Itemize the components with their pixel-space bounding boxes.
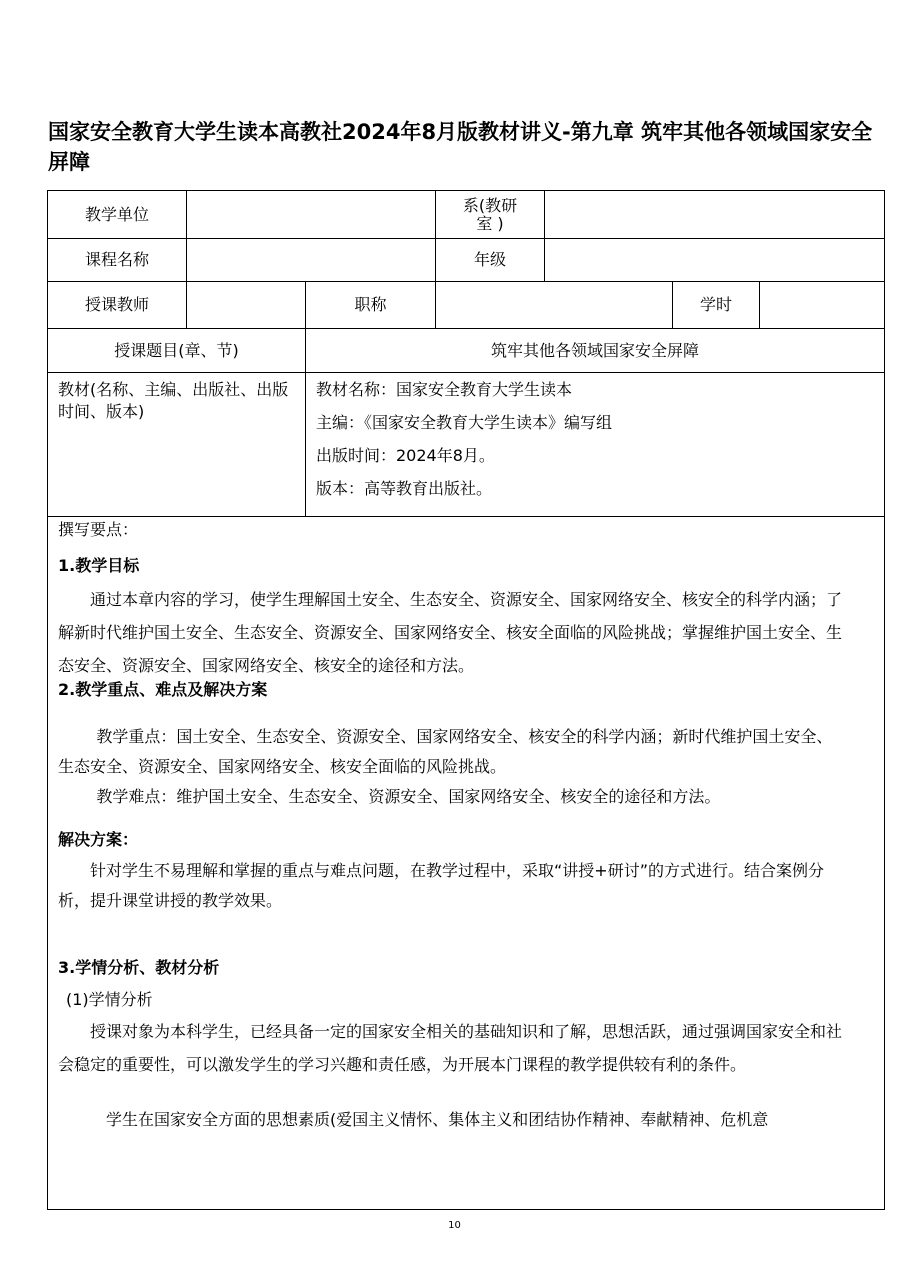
department-label: 系(教研室 ) <box>436 191 545 239</box>
solution-text: 针对学生不易理解和掌握的重点与难点问题，在教学过程中，采取“讲授+研讨”的方式进行。结合案例分析，提升课堂讲授的教学效果。 <box>58 861 824 910</box>
teacher-value <box>187 282 306 329</box>
textbook-editor: 主编：《国家安全教育大学生读本》编写组 <box>316 413 613 432</box>
teaching-unit-label: 教学单位 <box>48 191 187 239</box>
rank-value <box>436 282 673 329</box>
teacher-label: 授课教师 <box>48 282 187 329</box>
section-3-text-1: 授课对象为本科学生，已经具备一定的国家安全相关的基础知识和了解，思想活跃，通过强调国家安全和社会稳定的重要性，可以激发学生的学习兴趣和责任感，为开展本门课程的教学提供较有利的条件。 <box>58 1022 843 1074</box>
page-number: 10 <box>448 1220 461 1231</box>
section-3-subtitle: (1)学情分析 <box>66 990 153 1009</box>
textbook-name: 教材名称：国家安全教育大学生读本 <box>316 380 573 399</box>
section-1-title: 1.教学目标 <box>58 556 140 575</box>
topic-value: 筑牢其他各领域国家安全屏障 <box>306 329 884 373</box>
writing-points-label: 撰写要点： <box>58 520 139 539</box>
lesson-plan-table <box>47 190 885 1210</box>
textbook-edition: 版本：高等教育出版社。 <box>316 479 493 498</box>
teaching-unit-value <box>187 191 436 239</box>
course-value <box>187 239 436 282</box>
grade-value <box>545 239 884 282</box>
textbook-info <box>306 373 884 517</box>
content-area <box>58 517 878 1207</box>
hours-label: 学时 <box>673 282 760 329</box>
teaching-difficulties: 教学难点：维护国土安全、生态安全、资源安全、国家网络安全、核安全的途径和方法。 <box>96 787 721 806</box>
section-1-text: 通过本章内容的学习，使学生理解国土安全、生态安全、资源安全、国家网络安全、核安全的科学内涵；了解新时代维护国土安全、生态安全、资源安全、国家网络安全、核安全面临的风险挑战；掌握维护国土安全、生态安全、资源安全、国家网络安全、核安全的途径和方法。 <box>58 590 843 675</box>
section-2-title: 2.教学重点、难点及解决方案 <box>58 680 268 699</box>
topic-label: 授课题目(章、节) <box>48 329 306 373</box>
course-label: 课程名称 <box>48 239 187 282</box>
department-value <box>545 191 884 239</box>
rank-label: 职称 <box>306 282 436 329</box>
teaching-key-points: 教学重点：国土安全、生态安全、资源安全、国家网络安全、核安全的科学内涵；新时代维护国土安全、生态安全、资源安全、国家网络安全、核安全面临的风险挑战。 <box>58 727 833 776</box>
grade-label: 年级 <box>436 239 545 282</box>
section-3-text-2: 学生在国家安全方面的思想素质(爱国主义情怀、集体主义和团结协作精神、奉献精神、危机意 <box>106 1110 769 1129</box>
document-title: 国家安全教育大学生读本高教社2024年8月版教材讲义-第九章 筑牢其他各领域国家安全屏障 <box>48 120 873 174</box>
textbook-date: 出版时间：2024年8月。 <box>316 446 495 465</box>
section-3-title: 3.学情分析、教材分析 <box>58 958 220 977</box>
textbook-label: 教材(名称、主编、出版社、出版时间、版本) <box>48 373 306 517</box>
solution-title: 解决方案： <box>58 830 139 849</box>
hours-value <box>760 282 884 329</box>
